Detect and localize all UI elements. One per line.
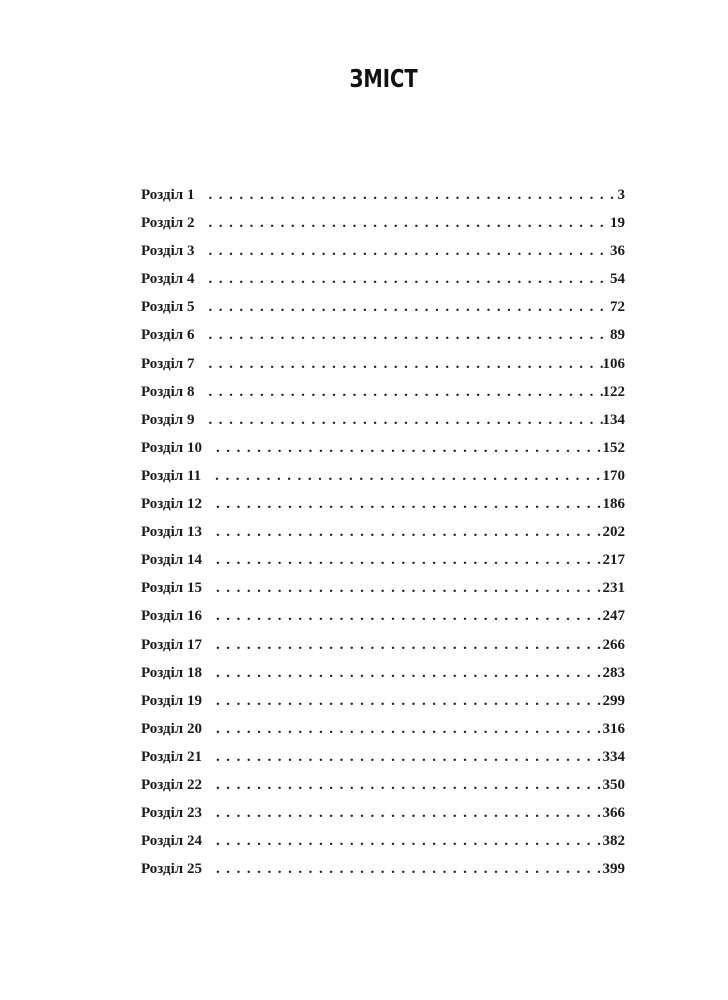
toc-entry[interactable] [141, 833, 625, 861]
toc-entry-label: Розділ 13 [141, 524, 202, 541]
toc-entry-page-number: 54 [610, 271, 625, 288]
toc-entry-page-number: 152 [602, 439, 625, 456]
toc-dot-leader [216, 861, 603, 878]
toc-entry-page-number: 266 [602, 636, 625, 653]
page-title: ЗМІСТ [349, 64, 418, 93]
toc-entry-label: Розділ 23 [141, 805, 202, 822]
toc-entry-label: Розділ 6 [141, 327, 195, 344]
toc-entry-page-number: 134 [602, 411, 625, 428]
toc-entry-page-number: 283 [602, 664, 625, 681]
toc-entry-page-number: 299 [602, 692, 625, 709]
toc-entry-label: Розділ 21 [141, 748, 202, 765]
toc-entry-label: Розділ 25 [141, 861, 202, 878]
toc-entry[interactable] [141, 693, 625, 721]
toc-entry[interactable] [141, 721, 625, 749]
toc-entry[interactable] [141, 271, 625, 299]
toc-entry[interactable] [141, 215, 625, 243]
toc-entry-page-number: 3 [617, 187, 625, 203]
toc-dot-leader [216, 777, 603, 794]
toc-entry-page-number: 382 [602, 833, 625, 850]
toc-dot-leader [208, 356, 602, 373]
toc-dot-leader [216, 552, 603, 569]
toc-entry-label: Розділ 2 [141, 215, 195, 232]
toc-entry-page-number: 399 [602, 861, 625, 878]
toc-entry-page-number: 334 [602, 748, 625, 765]
toc-entry-label: Розділ 14 [141, 552, 202, 569]
toc-entry[interactable] [141, 608, 625, 636]
toc-dot-leader [216, 693, 603, 710]
toc-entry-label: Розділ 8 [141, 383, 195, 400]
toc-entry-label: Розділ 11 [141, 467, 202, 484]
toc-entry-page-number: 202 [602, 524, 625, 541]
toc-dot-leader [216, 637, 603, 654]
toc-dot-leader [216, 805, 603, 822]
toc-entry-page-number: 36 [610, 243, 625, 260]
toc-entry[interactable] [141, 384, 625, 412]
toc-entry-label: Розділ 12 [141, 496, 202, 513]
toc-dot-leader [208, 384, 602, 401]
toc-entry-label: Розділ 3 [141, 243, 195, 260]
toc-entry[interactable] [141, 749, 625, 777]
toc-entry-label: Розділ 9 [141, 411, 195, 428]
toc-entry-label: Розділ 16 [141, 608, 202, 625]
toc-entry[interactable] [141, 468, 625, 496]
toc-dot-leader [216, 608, 603, 625]
toc-dot-leader [208, 215, 610, 232]
toc-entry-page-number: 89 [610, 327, 625, 344]
toc-entry-label: Розділ 4 [141, 271, 195, 288]
toc-entry[interactable] [141, 496, 625, 524]
toc-dot-leader [208, 271, 610, 288]
toc-entry-page-number: 122 [602, 383, 625, 400]
toc-dot-leader [216, 440, 603, 457]
toc-entry-page-number: 316 [602, 720, 625, 737]
toc-dot-leader [216, 524, 603, 541]
toc-dot-leader [208, 299, 610, 316]
toc-dot-leader [208, 243, 610, 260]
toc-entry[interactable] [141, 440, 625, 468]
toc-entry[interactable] [141, 356, 625, 384]
toc-entry-label: Розділ 24 [141, 833, 202, 850]
toc-dot-leader [216, 833, 603, 850]
toc-entry-label: Розділ 17 [141, 636, 202, 653]
toc-entry-label: Розділ 1 [141, 187, 195, 203]
toc-entry-label: Розділ 5 [141, 299, 195, 316]
toc-dot-leader [216, 665, 603, 682]
toc-entry[interactable] [141, 243, 625, 271]
toc-entry-label: Розділ 7 [141, 355, 195, 372]
toc-entry[interactable] [141, 637, 625, 665]
toc-entry-label: Розділ 22 [141, 776, 202, 793]
toc-dot-leader [216, 721, 603, 738]
toc-entry-page-number: 217 [602, 552, 625, 569]
toc-entry-page-number: 19 [610, 215, 625, 232]
toc-entry-label: Розділ 19 [141, 692, 202, 709]
toc-entry[interactable] [141, 552, 625, 580]
toc-entry[interactable] [141, 187, 625, 215]
table-of-contents [141, 187, 625, 889]
toc-entry[interactable] [141, 777, 625, 805]
toc-entry-page-number: 170 [602, 467, 625, 484]
toc-entry[interactable] [141, 327, 625, 355]
toc-entry-page-number: 231 [602, 580, 625, 597]
toc-entry-label: Розділ 15 [141, 580, 202, 597]
toc-entry-page-number: 366 [602, 805, 625, 822]
toc-entry[interactable] [141, 805, 625, 833]
toc-entry[interactable] [141, 299, 625, 327]
toc-dot-leader [208, 412, 602, 429]
toc-entry-page-number: 247 [602, 608, 625, 625]
toc-entry-page-number: 106 [602, 355, 625, 372]
toc-entry[interactable] [141, 412, 625, 440]
toc-entry-label: Розділ 18 [141, 664, 202, 681]
toc-entry-label: Розділ 20 [141, 720, 202, 737]
toc-entry[interactable] [141, 665, 625, 693]
toc-dot-leader [216, 749, 603, 766]
toc-dot-leader [208, 327, 610, 344]
toc-entry-page-number: 350 [602, 776, 625, 793]
toc-dot-leader [216, 580, 603, 597]
toc-entry[interactable] [141, 580, 625, 608]
toc-entry-label: Розділ 10 [141, 439, 202, 456]
toc-dot-leader [208, 187, 617, 204]
toc-entry-page-number: 186 [602, 496, 625, 513]
toc-dot-leader [215, 468, 602, 485]
toc-entry[interactable] [141, 524, 625, 552]
toc-dot-leader [216, 496, 603, 513]
toc-entry[interactable] [141, 861, 625, 889]
toc-entry-page-number: 72 [610, 299, 625, 316]
